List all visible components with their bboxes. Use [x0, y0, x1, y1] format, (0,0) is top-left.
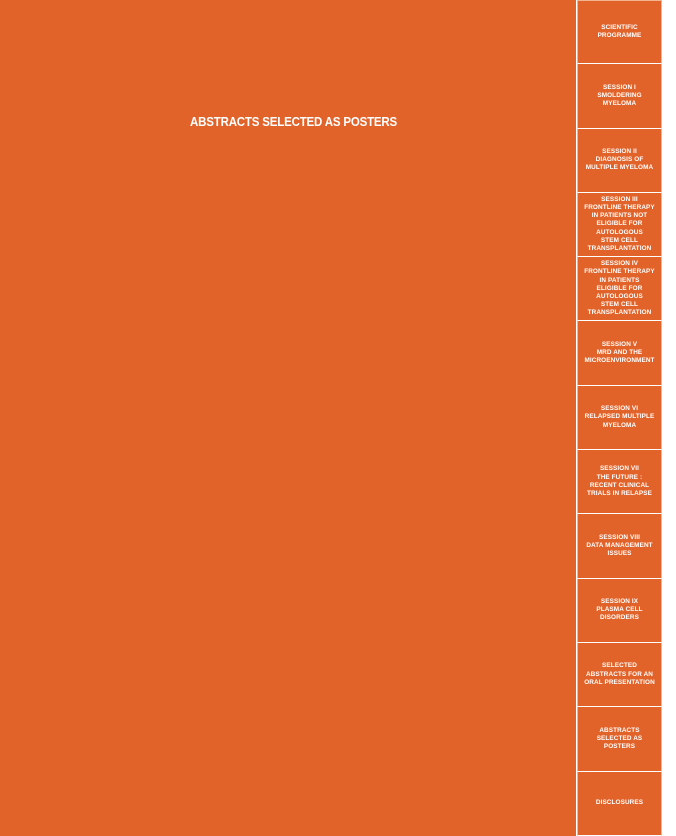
- sidebar-item-label: SCIENTIFIC PROGRAMME: [597, 23, 642, 40]
- sidebar-item-label: SELECTED ABSTRACTS FOR AN ORAL PRESENTATION: [584, 662, 655, 686]
- sidebar-item-label: SESSION V MRD AND THE MICROENVIRONMENT: [584, 340, 655, 365]
- sidebar-item-session-7[interactable]: [577, 450, 662, 514]
- sidebar-item-label: SESSION IX PLASMA CELL DISORDERS: [596, 598, 643, 622]
- sidebar-item-label: SESSION VII THE FUTURE : RECENT CLINICAL TRIALS IN RELAPSE: [587, 465, 652, 497]
- sidebar-item-label: SESSION VIII DATA MANAGEMENT ISSUES: [586, 533, 653, 558]
- sidebar-item-session-6[interactable]: [577, 386, 662, 450]
- sidebar-item-poster-abstracts[interactable]: [577, 707, 662, 771]
- sidebar-item-label: DISCLOSURES: [595, 799, 644, 807]
- sidebar-item-disclosures[interactable]: [577, 772, 662, 836]
- sidebar-item-session-1[interactable]: [577, 64, 662, 128]
- page-title: ABSTRACTS SELECTED AS POSTERS: [190, 115, 398, 129]
- sidebar-item-session-5[interactable]: [577, 321, 662, 385]
- sidebar-item-label: SESSION III FRONTLINE THERAPY IN PATIENTS NOT ELIGIBLE FOR AUTOLOGOUS STEM CELL TRANSPLANTATION: [584, 195, 655, 253]
- sidebar-item-oral-abstracts[interactable]: [577, 643, 662, 707]
- sidebar-item-label: SESSION II DIAGNOSIS OF MULTIPLE MYELOMA: [585, 147, 654, 172]
- sidebar-item-label: ABSTRACTS SELECTED AS POSTERS: [596, 726, 643, 751]
- sidebar-nav: [577, 0, 662, 836]
- sidebar-item-session-8[interactable]: [577, 514, 662, 578]
- sidebar-item-session-2[interactable]: [577, 129, 662, 193]
- sidebar-item-scientific-programme[interactable]: [577, 0, 662, 64]
- sidebar-item-label: SESSION I SMOLDERING MYELOMA: [597, 83, 642, 108]
- sidebar-item-label: SESSION IV FRONTLINE THERAPY IN PATIENTS ELIGIBLE FOR AUTOLOGOUS STEM CELL TRANSPLANTATION: [584, 260, 655, 317]
- sidebar-item-session-9[interactable]: [577, 579, 662, 643]
- sidebar-item-session-3[interactable]: [577, 193, 662, 257]
- sidebar-item-session-4[interactable]: [577, 257, 662, 321]
- sidebar-item-label: SESSION VI RELAPSED MULTIPLE MYELOMA: [584, 405, 655, 429]
